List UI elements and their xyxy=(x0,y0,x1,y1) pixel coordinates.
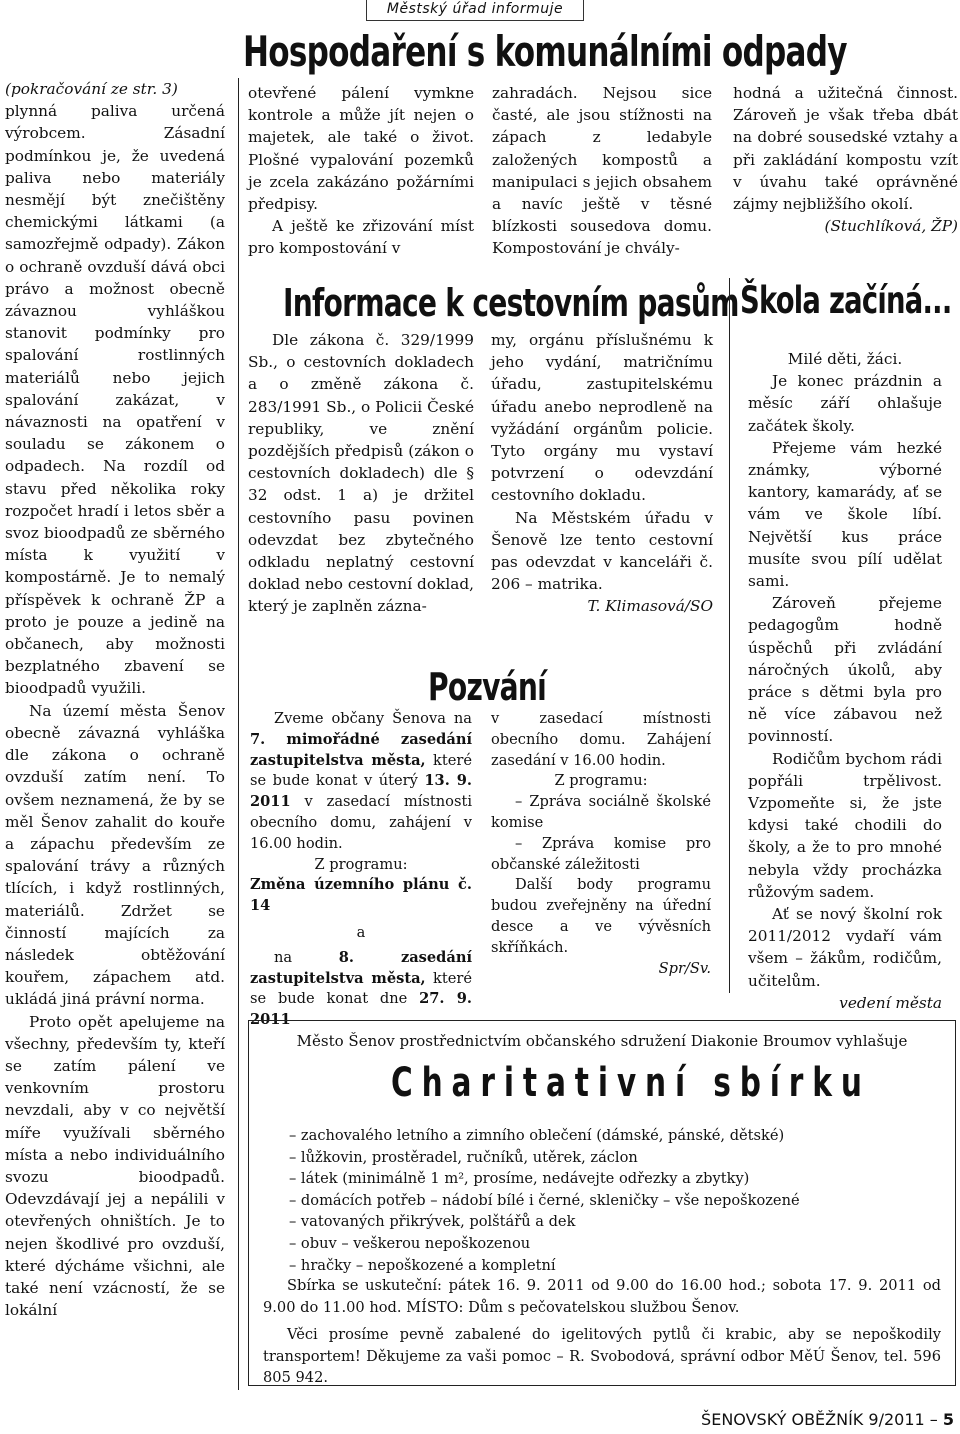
invite-program-item: – Zpráva sociálně školské komise xyxy=(491,793,711,831)
list-item: – domácích potřeb – nádobí bílé i černé, skleničky – vše nepoškozené xyxy=(289,1191,800,1209)
signature: (Stuchlíková, ŽP) xyxy=(824,217,958,236)
school-box xyxy=(729,278,959,1012)
school-paragraph: Je konec prázdnin a měsíc září ohlašuje začátek školy. xyxy=(748,372,942,435)
school-paragraph: Zároveň přejeme pedagogům hodně úspěchů při zvládání náročných úkolů, aby práce s dětmi byla pro ně více zábavou než povinností. xyxy=(748,594,942,746)
waste-paragraph: zahradách. Nejsou sice časté, ale jsou stížnosti na zápach z ledabyle založených kompostů a manipulaci s jejich obsahem a navíc ještě v těsné blízkosti sousedova domu. Kompostování je chvály- xyxy=(492,84,712,258)
signature: Spr/Sv. xyxy=(658,959,711,977)
invite-program-item: – Zpráva komise pro občanské záležitosti xyxy=(491,834,711,873)
invite-and: a xyxy=(356,923,366,941)
charity-details xyxy=(263,1275,941,1389)
charity-list xyxy=(289,1125,800,1276)
left-paragraph: Na území města Šenov obecně závazná vyhláška dle zákona o ochraně ovzduší zatím není. To ovšem neznamená, že by se měl Šenov zahalit do kouře a zápachu především ze spalování trávy a různých tlících, i když rostlinných, materiálů. Zdržet se činností majících za následek obtěžování kouřem, zápachem atd. ukládá jiná právní norma. xyxy=(5,701,225,1009)
passport-title: Informace k cestovním pasům xyxy=(283,281,739,325)
left-paragraph: Proto opět apelujeme na všechny, především ty, kteří se zatím pálení ve venkovním prostoru nevzdali, aby v co největší míře využívali sběrného místa a nebo individuálního svozu bioodpadů. Odevzdávají jej a nepálili v otevřených ohništích. Je to nejen škodlivé pro ovzduší, které dýcháme všichni, ale také není vzácností, že se lokální xyxy=(5,1012,225,1320)
page-title: Hospodaření s komunálními odpady xyxy=(243,27,847,76)
continued-note: (pokračování ze str. 3) xyxy=(5,80,178,98)
signature: T. Klimasová/SO xyxy=(587,597,713,616)
list-item: – zachovalého letního a zimního oblečení (dámské, pánské, dětské) xyxy=(289,1127,785,1144)
invite-program-label: Z programu: xyxy=(314,855,408,873)
charity-paragraph: Sbírka se uskuteční: pátek 16. 9. 2011 od 9.00 do 16.00 hod.; sobota 17. 9. 2011 od 9.00 do 11.00 hod. MÍSTO: Dům s pečovatelskou službou Šenov. xyxy=(263,1277,941,1316)
charity-intro: Město Šenov prostřednictvím občanského sdružení Diakonie Broumov vyhlašuje xyxy=(296,1032,908,1050)
waste-paragraph: hodná a užitečná činnost. Zároveň je však třeba dbát na dobré sousedské vztahy a při zakládání kompostu vzít v úvahu také oprávněné zájmy nejbližšího okolí. xyxy=(733,84,958,214)
waste-column-3 xyxy=(492,82,712,260)
waste-column-2 xyxy=(248,82,474,260)
school-paragraph: Ať se nový školní rok 2011/2012 vydaří vám všem – žákům, rodičům, učitelům. xyxy=(748,905,942,990)
invite-title: Pozvání xyxy=(428,665,547,709)
charity-box xyxy=(248,1020,956,1386)
section-label: Městský úřad informuje xyxy=(366,0,584,21)
passport-paragraph: my, orgánu příslušnému k jeho vydání, matričnímu úřadu, zastupitelskému úřadu anebo neprodleně na vyžádání orgánům policie. Tyto orgány mu vystaví potvrzení o odevzdání cestovního dokladu. xyxy=(491,331,713,505)
passport-paragraph: Na Městském úřadu v Šenově lze tento cestovní pas odevzdat v kanceláři č. 206 – matrika. xyxy=(491,508,713,594)
column-divider xyxy=(238,78,239,1390)
list-item: – látek (minimálně 1 m², prosíme, nedávejte odřezky a zbytky) xyxy=(289,1170,750,1188)
passport-paragraph: Dle zákona č. 329/1999 Sb., o cestovních dokladech a o změně zákona č. 283/1991 Sb., o Policii České republiky, ve znění pozdějších předpisů (zákon o cestovních dokladech) dle § 32 odst. 1 a) je držitel cestovního pasu povinen odevzdat bez zbytečného odkladu neplatný cestovní doklad nebo cestovní doklad, který je zaplněn zázna- xyxy=(248,331,474,616)
school-paragraph: Rodičům bychom rádi popřáli trpělivost. Vzpomeňte si, že jste kdysi také chodili do školy, a že to pro mnohé nebyla vždy procházka růžovým sadem. xyxy=(748,749,942,901)
publication-name: ŠENOVSKÝ OBĚŽNÍK 9/2011 – xyxy=(701,1410,938,1429)
invite-paragraph: v zasedací místnosti obecního domu. Zahájení zasedání v 16.00 hodin. xyxy=(491,710,711,769)
list-item: – hračky – nepoškozené a kompletní xyxy=(289,1256,556,1274)
invite-paragraph: Další body programu budou zveřejněny na úřední desce a ve vývěsních skříňkách. xyxy=(491,876,711,956)
left-paragraph: plynná paliva určená výrobcem. Zásadní podmínkou je, že uvedená paliva nebo materiály nesmějí být znečištěny chemickými látkami (a samozřejmě odpady). Zákon o ochraně ovzduší dává obci právo a možnost obecně závaznou vyhláškou stanovit podmínky pro spalování rostlinných materiálů nebo jejich spalování zakázat, v návaznosti na opatření v souladu se zákonem o odpadech. Na rozdíl od stavu před několika roky rozpočet hradí i letos sběr a svoz bioodpadů ze sběrného místa k využití v kompostárně. Je to nemalý příspěvek k ochraně ŽP a proto je pouze a jedině na občanech, aby možnosti bezplatného zbavení se bioodpadů využili. xyxy=(5,102,225,698)
school-text xyxy=(748,348,942,1014)
invite-program-item: Změna územního plánu č. 14 xyxy=(250,876,472,915)
passport-column-2 xyxy=(491,329,713,618)
list-item: – obuv – veškerou nepoškozenou xyxy=(289,1234,531,1252)
invite-paragraph: Zveme občany Šenova na 7. mimořádné zasedání zastupitelstva města, které se bude konat v úterý 13. 9. 2011 v zasedací místnosti obecního domu, zahájení v 16.00 hodin. xyxy=(250,710,472,852)
passport-column-1 xyxy=(248,329,474,618)
list-item: – vatovaných přikrývek, polštářů a dek xyxy=(289,1213,576,1231)
school-title: Škola začíná... xyxy=(740,279,952,322)
list-item: – lůžkovin, prostěradel, ručníků, utěrek, záclon xyxy=(289,1148,638,1166)
footer xyxy=(701,1410,954,1430)
waste-paragraph: otevřené pálení vymkne kontrole a může jít nejen o majetek, ale také o život. Plošné vypalování pozemků je zcela zakázáno požárními předpisy. xyxy=(248,84,474,214)
charity-paragraph: Věci prosíme pevně zabalené do igelitových pytlů či krabic, aby se nepoškodily transportem! Děkujeme za vaši pomoc – R. Svobodová, správní odbor MěÚ Šenov, tel. 596 805 942. xyxy=(263,1326,941,1387)
school-paragraph: Milé děti, žáci. xyxy=(787,350,903,368)
invite-paragraph: na 8. zasedání zastupitelstva města, které se bude konat dne 27. 9. 2011 xyxy=(250,948,472,1029)
waste-column-4 xyxy=(733,82,958,237)
left-column xyxy=(5,78,225,1321)
page-number: 5 xyxy=(942,1410,954,1429)
invite-program-label: Z programu: xyxy=(554,772,648,790)
waste-paragraph: A ještě ke zřizování míst pro kompostování v xyxy=(248,217,474,258)
signature: vedení města xyxy=(839,993,942,1012)
invite-column-1 xyxy=(250,709,472,1031)
school-paragraph: Přejeme vám hezké známky, výborné kantory, kamarády, ať se vám ve škole líbí. Největší kus práce musíte svou pílí udělat sami. xyxy=(748,438,942,591)
charity-title: Charitativní sbírku xyxy=(391,1060,871,1106)
invite-column-2 xyxy=(491,709,711,979)
